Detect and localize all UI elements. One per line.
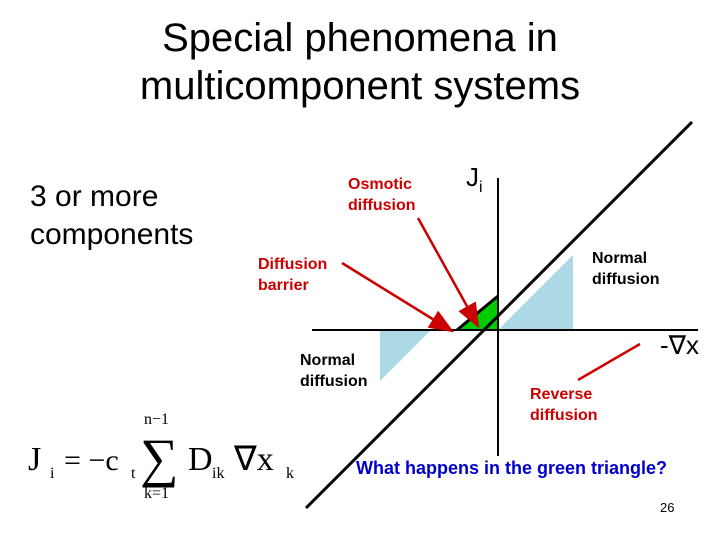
components-note-line-2: components [30, 218, 194, 251]
formula-term-sub: ik [212, 465, 225, 482]
barrier-line-2: barrier [258, 277, 309, 294]
y-axis-label [466, 162, 483, 197]
y-axis-label-main: J [466, 162, 479, 192]
formula-grad-sub: k [286, 465, 294, 482]
reverse-diffusion-label [530, 384, 598, 426]
title-line-1: Special phenomena in [162, 16, 558, 60]
formula-grad: ∇x [234, 441, 274, 478]
reverse-arrow [578, 344, 640, 380]
formula-equals: = −c [64, 444, 119, 477]
osmotic-line-1: Osmotic [348, 176, 413, 193]
formula-term: D [188, 441, 213, 478]
y-axis-label-sub: i [479, 179, 483, 197]
title-line-2: multicomponent systems [139, 64, 581, 108]
barrier-arrow [342, 263, 452, 331]
osmotic-diffusion-label [348, 174, 416, 216]
normal-right-line-2: diffusion [592, 271, 660, 288]
formula-lhs: J [28, 441, 42, 478]
formula-lhs-sub: i [50, 465, 55, 482]
reverse-line-1: Reverse [530, 386, 593, 403]
formula-sum-lower: k=1 [144, 485, 170, 502]
normal-diffusion-label-left [300, 350, 368, 392]
barrier-line-1: Diffusion [258, 256, 328, 273]
formula-sum-symbol: ∑ [140, 428, 179, 488]
normal-diffusion-region-right [498, 255, 573, 330]
page-number: 26 [660, 500, 675, 515]
normal-diffusion-label-right [592, 248, 660, 290]
formula-sum-upper: n−1 [144, 411, 170, 428]
question-text: What happens in the green triangle? [356, 458, 668, 478]
reverse-line-2: diffusion [530, 407, 598, 424]
formula-c-sub: t [131, 465, 136, 482]
components-note-line-1: 3 or more [30, 180, 159, 213]
normal-left-line-2: diffusion [300, 373, 368, 390]
normal-right-line-1: Normal [592, 250, 648, 267]
x-axis-label: -∇x [660, 330, 700, 360]
normal-left-line-1: Normal [300, 352, 356, 369]
osmotic-arrow [418, 218, 478, 326]
osmotic-line-2: diffusion [348, 197, 416, 214]
diffusion-barrier-label [258, 254, 327, 296]
flux-formula [28, 406, 318, 506]
normal-diffusion-region-left [380, 330, 431, 381]
